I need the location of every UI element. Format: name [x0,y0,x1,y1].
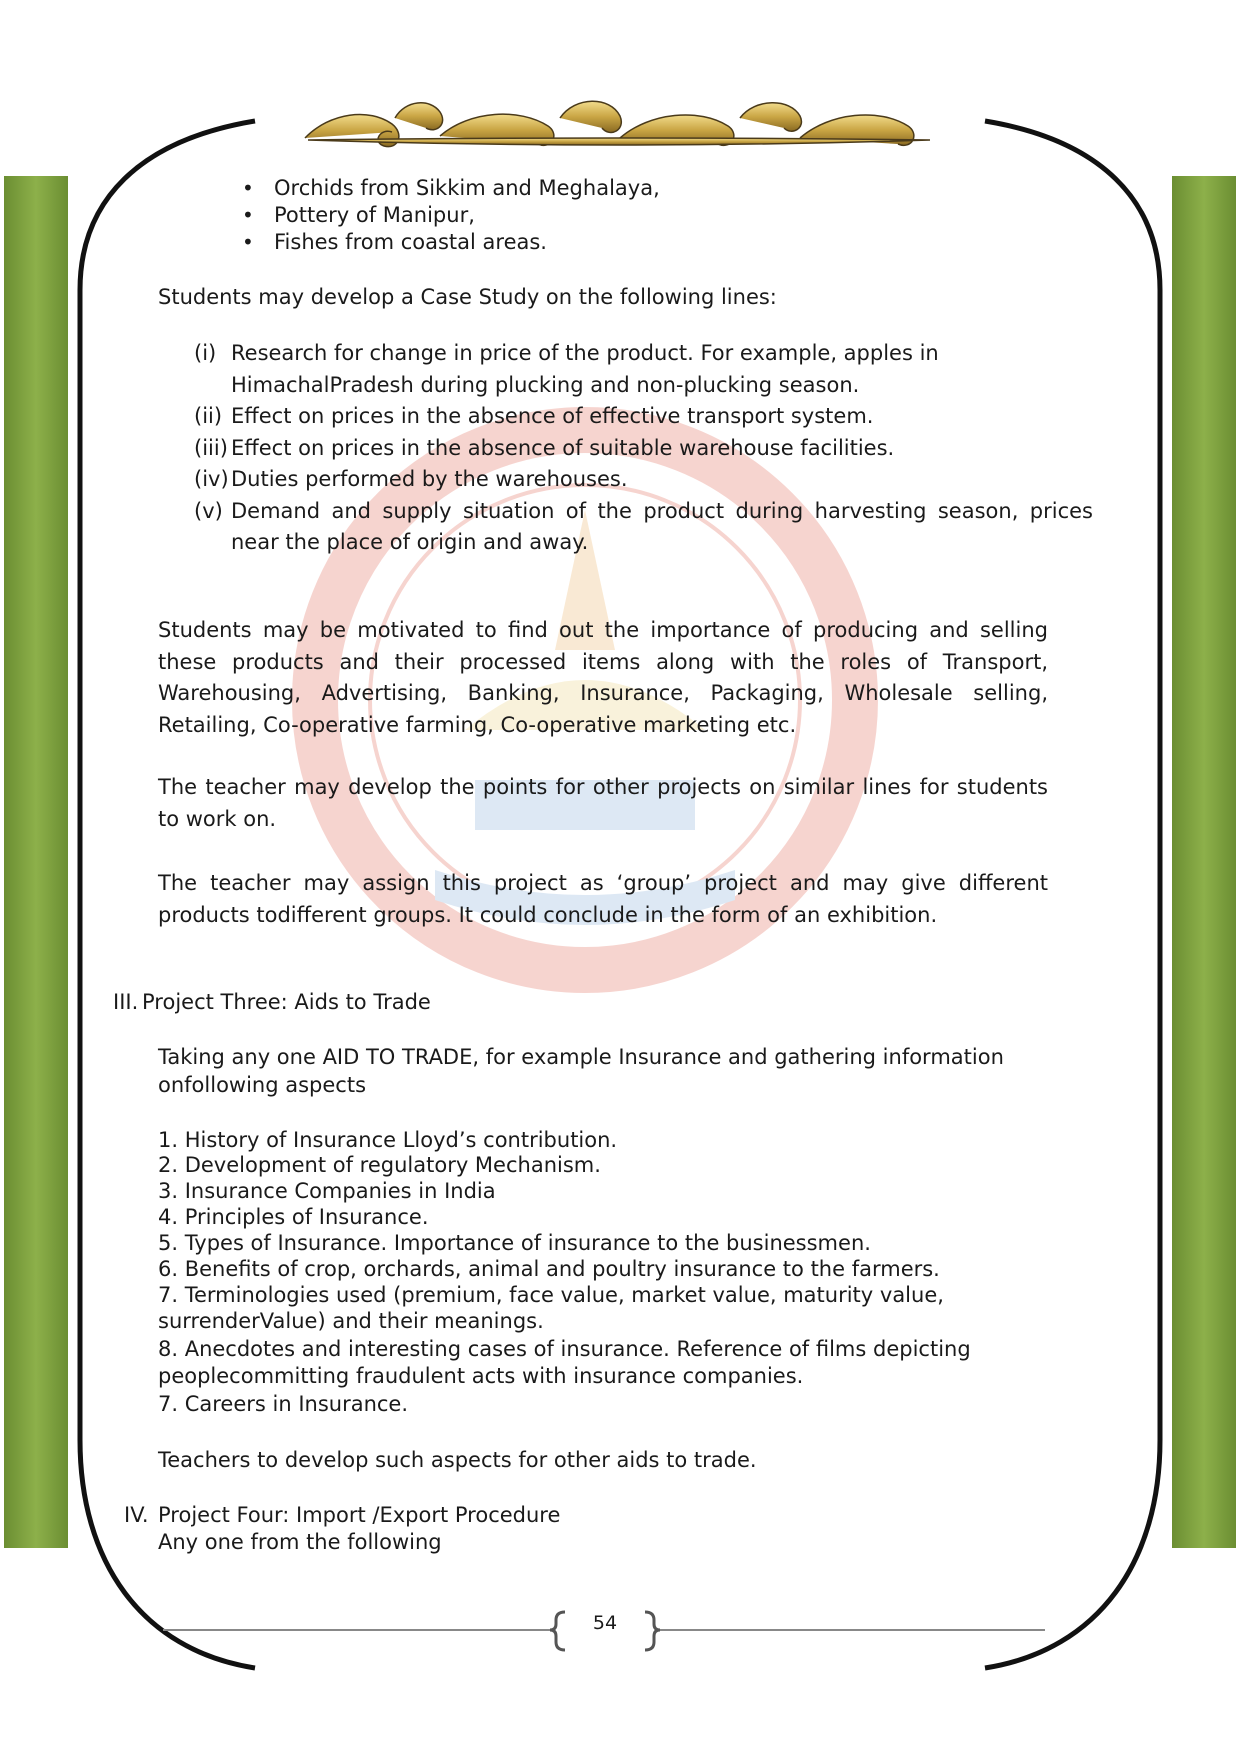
list-item: 2. Development of regulatory Mechanism. [158,1153,601,1177]
header-ornament-icon [305,101,930,146]
list-item: 6. Benefits of crop, orchards, animal and poultry insurance to the farmers. [158,1257,940,1281]
list-item: 4. Principles of Insurance. [158,1205,429,1229]
section-subtitle: Any one from the following [158,1530,442,1554]
footer-left-brace [550,1612,565,1650]
item-label: (iii) [194,436,228,460]
item-label: (v) [194,499,223,523]
list-item: Effect on prices in the absence of effective transport system. [231,404,874,428]
list-item: • Fishes from coastal areas. [274,229,547,256]
paragraph-motivation: Students may be motivated to find out the importance of producing and selling these products and their processed items along with the roles of Transport, Warehousing, Advertising, Banking, Insurance, Packaging, Wholesale selling, Retailing, Co-operative farming, Co-operative marketing etc. [158,618,1048,737]
section-label: IV. [124,1503,149,1527]
list-item: • Orchids from Sikkim and Meghalaya, [274,175,660,202]
item-label: (ii) [194,404,223,428]
footer-right-brace [645,1612,660,1650]
list-item: 7. Careers in Insurance. [158,1392,409,1416]
section-heading: Project Four: Import /Export Procedure [158,1503,561,1527]
list-item-cont: surrenderValue) and their meanings. [158,1309,544,1333]
page-number: 54 [592,1612,618,1634]
paragraph-group-project: The teacher may assign this project as ‘group’ project and may give different products todifferent groups. It could conclude in the form of an exhibition. [158,871,1048,927]
list-item: Demand and supply situation of the product during harvesting season, prices [231,499,1093,523]
left-green-bar [4,176,68,1548]
list-item-cont: near the place of origin and away. [231,530,589,554]
list-item: Research for change in price of the product. For example, apples in [231,341,939,365]
list-item-cont: HimachalPradesh during plucking and non-plucking season. [231,373,860,397]
case-study-intro: Students may develop a Case Study on the following lines: [158,285,777,309]
project-closing: Teachers to develop such aspects for other aids to trade. [158,1448,757,1472]
paragraph-teacher-points: The teacher may develop the points for other projects on similar lines for students to work on. [158,775,1048,831]
list-item: 8. Anecdotes and interesting cases of insurance. Reference of films depicting [158,1337,971,1361]
list-item: 7. Terminologies used (premium, face value, market value, maturity value, [158,1283,944,1307]
list-item: 5. Types of Insurance. Importance of insurance to the businessmen. [158,1231,871,1255]
list-item: 3. Insurance Companies in India [158,1179,496,1203]
section-heading: Project Three: Aids to Trade [142,990,431,1014]
project-intro: Taking any one AID TO TRADE, for example Insurance and gathering information [158,1045,1004,1069]
item-label: (i) [194,341,217,365]
item-label: (iv) [194,467,229,491]
list-item: Duties performed by the warehouses. [231,467,628,491]
list-item: 1. History of Insurance Lloyd’s contribution. [158,1128,618,1152]
list-item: Effect on prices in the absence of suitable warehouse facilities. [231,436,895,460]
list-item: • Pottery of Manipur, [274,202,475,229]
project-intro-cont: onfollowing aspects [158,1073,367,1097]
section-label: III. [113,990,139,1014]
right-green-bar [1172,176,1236,1548]
list-item-cont: peoplecommitting fraudulent acts with insurance companies. [158,1364,804,1388]
